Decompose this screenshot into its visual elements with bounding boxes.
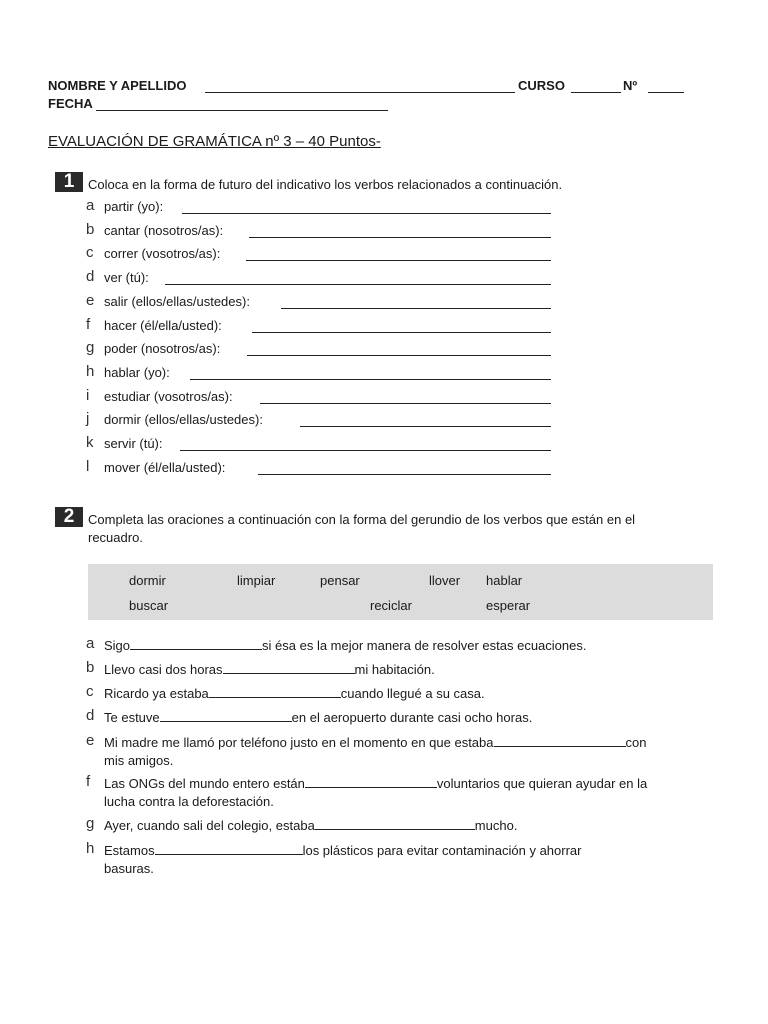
item-label: hacer (él/ella/usted): bbox=[104, 317, 222, 333]
sentence-blank[interactable] bbox=[223, 661, 355, 674]
item-label: estudiar (vosotros/as): bbox=[104, 388, 233, 404]
item-label: partir (yo): bbox=[104, 199, 164, 214]
item-letter: g bbox=[86, 339, 95, 357]
sentence-blank[interactable] bbox=[130, 637, 262, 650]
sentence-blank[interactable] bbox=[315, 817, 475, 830]
sentence-after: en el aeropuerto durante casi ocho horas. bbox=[291, 710, 533, 725]
sentence-line bbox=[104, 817, 517, 835]
sentence-after: voluntarios que quieran ayudar en la bbox=[436, 776, 648, 791]
answer-blank[interactable] bbox=[258, 474, 551, 475]
sentence-before: Sigo bbox=[104, 638, 131, 653]
sentence-letter: b bbox=[86, 659, 95, 676]
sentence-before: Ricardo ya estaba bbox=[104, 686, 209, 701]
word-hablar: hablar bbox=[486, 573, 523, 588]
sentence-letter: h bbox=[86, 840, 95, 857]
answer-blank[interactable] bbox=[281, 308, 551, 309]
word-buscar: buscar bbox=[129, 598, 169, 613]
item-label: mover (él/ella/usted): bbox=[104, 459, 226, 475]
item-letter: f bbox=[86, 315, 91, 333]
nombre-blank[interactable] bbox=[205, 92, 515, 93]
sentence-letter: c bbox=[86, 683, 94, 700]
item-label: cantar (nosotros/as): bbox=[104, 222, 224, 238]
section1-instruction: Coloca en la forma de futuro del indicativo los verbos relacionados a continuación. bbox=[88, 177, 563, 192]
item-label: dormir (ellos/ellas/ustedes): bbox=[104, 412, 263, 428]
sentence-letter: f bbox=[86, 773, 91, 790]
sentence-after: los plásticos para evitar contaminación y ahorrar bbox=[302, 843, 582, 858]
sentence-continuation: basuras. bbox=[104, 861, 154, 876]
sentence-continuation: lucha contra la deforestación. bbox=[104, 794, 274, 809]
item-label: correr (vosotros/as): bbox=[104, 246, 221, 262]
item-letter: j bbox=[86, 410, 90, 428]
numero-blank[interactable] bbox=[648, 92, 684, 93]
item-letter: e bbox=[86, 291, 95, 309]
sentence-line bbox=[104, 775, 647, 793]
item-label: poder (nosotros/as): bbox=[104, 341, 221, 357]
item-letter: c bbox=[86, 244, 94, 262]
sentence-before: Estamos bbox=[104, 843, 155, 858]
answer-blank[interactable] bbox=[249, 237, 551, 238]
answer-blank[interactable] bbox=[180, 450, 551, 451]
word-pensar: pensar bbox=[320, 573, 360, 588]
word-reciclar: reciclar bbox=[370, 598, 412, 613]
answer-blank[interactable] bbox=[260, 403, 551, 404]
sentence-blank[interactable] bbox=[160, 709, 292, 722]
sentence-blank[interactable] bbox=[155, 842, 303, 855]
section2-number-badge: 2 bbox=[55, 507, 83, 527]
answer-blank[interactable] bbox=[190, 379, 551, 380]
sentence-letter: e bbox=[86, 732, 95, 749]
sentence-line bbox=[104, 842, 582, 860]
sentence-after: mi habitación. bbox=[354, 662, 435, 677]
answer-blank[interactable] bbox=[247, 355, 551, 356]
word-llover: llover bbox=[429, 573, 461, 588]
sentence-after: si ésa es la mejor manera de resolver estas ecuaciones. bbox=[262, 638, 587, 653]
sentence-before: Llevo casi dos horas bbox=[104, 662, 223, 677]
word-limpiar: limpiar bbox=[237, 573, 276, 588]
curso-blank[interactable] bbox=[571, 92, 621, 93]
sentence-before: Mi madre me llamó por teléfono justo en el momento en que estaba bbox=[104, 735, 494, 750]
section1-number-badge: 1 bbox=[55, 172, 83, 192]
item-label: hablar (yo): bbox=[104, 364, 170, 380]
page-title: EVALUACIÓN DE GRAMÁTICA nº 3 – 40 Puntos- bbox=[48, 133, 381, 150]
item-label: servir (tú): bbox=[104, 436, 163, 451]
sentence-continuation: mis amigos. bbox=[104, 753, 174, 768]
item-letter: b bbox=[86, 220, 95, 238]
sentence-line bbox=[104, 661, 435, 679]
answer-blank[interactable] bbox=[165, 284, 551, 285]
sentence-before: Te estuve bbox=[104, 710, 160, 725]
item-letter: l bbox=[86, 457, 90, 475]
answer-blank[interactable] bbox=[252, 332, 551, 333]
curso-label: CURSO bbox=[518, 78, 565, 93]
sentence-after: cuando llegué a su casa. bbox=[340, 686, 485, 701]
answer-blank[interactable] bbox=[182, 213, 551, 214]
sentence-after: con bbox=[625, 735, 647, 750]
item-letter: d bbox=[86, 268, 95, 286]
sentence-letter: a bbox=[86, 635, 95, 652]
sentence-letter: d bbox=[86, 707, 95, 724]
sentence-after: mucho. bbox=[474, 818, 518, 833]
sentence-letter: g bbox=[86, 815, 95, 832]
item-letter: i bbox=[86, 386, 90, 404]
fecha-label: FECHA bbox=[48, 96, 93, 111]
sentence-blank[interactable] bbox=[494, 734, 626, 747]
nombre-label: NOMBRE Y APELLIDO bbox=[48, 78, 187, 93]
item-letter: k bbox=[86, 434, 94, 451]
sentence-before: Las ONGs del mundo entero están bbox=[104, 776, 305, 791]
numero-label: Nº bbox=[623, 78, 638, 93]
fecha-blank[interactable] bbox=[96, 110, 388, 111]
answer-blank[interactable] bbox=[300, 426, 551, 427]
sentence-before: Ayer, cuando sali del colegio, estaba bbox=[104, 818, 315, 833]
sentence-blank[interactable] bbox=[305, 775, 437, 788]
sentence-line bbox=[104, 685, 485, 703]
item-letter: a bbox=[86, 197, 95, 214]
section2-instruction-line2: recuadro. bbox=[88, 530, 143, 545]
answer-blank[interactable] bbox=[246, 260, 551, 261]
sentence-blank[interactable] bbox=[209, 685, 341, 698]
section2-instruction-line1: Completa las oraciones a continuación con la forma del gerundio de los verbos que están en el bbox=[88, 512, 636, 527]
sentence-line bbox=[104, 734, 646, 752]
word-esperar: esperar bbox=[486, 598, 531, 613]
sentence-line bbox=[104, 637, 586, 655]
sentence-line bbox=[104, 709, 532, 727]
item-label: salir (ellos/ellas/ustedes): bbox=[104, 293, 250, 309]
word-dormir: dormir bbox=[129, 573, 166, 588]
item-letter: h bbox=[86, 362, 95, 380]
item-label: ver (tú): bbox=[104, 270, 149, 286]
